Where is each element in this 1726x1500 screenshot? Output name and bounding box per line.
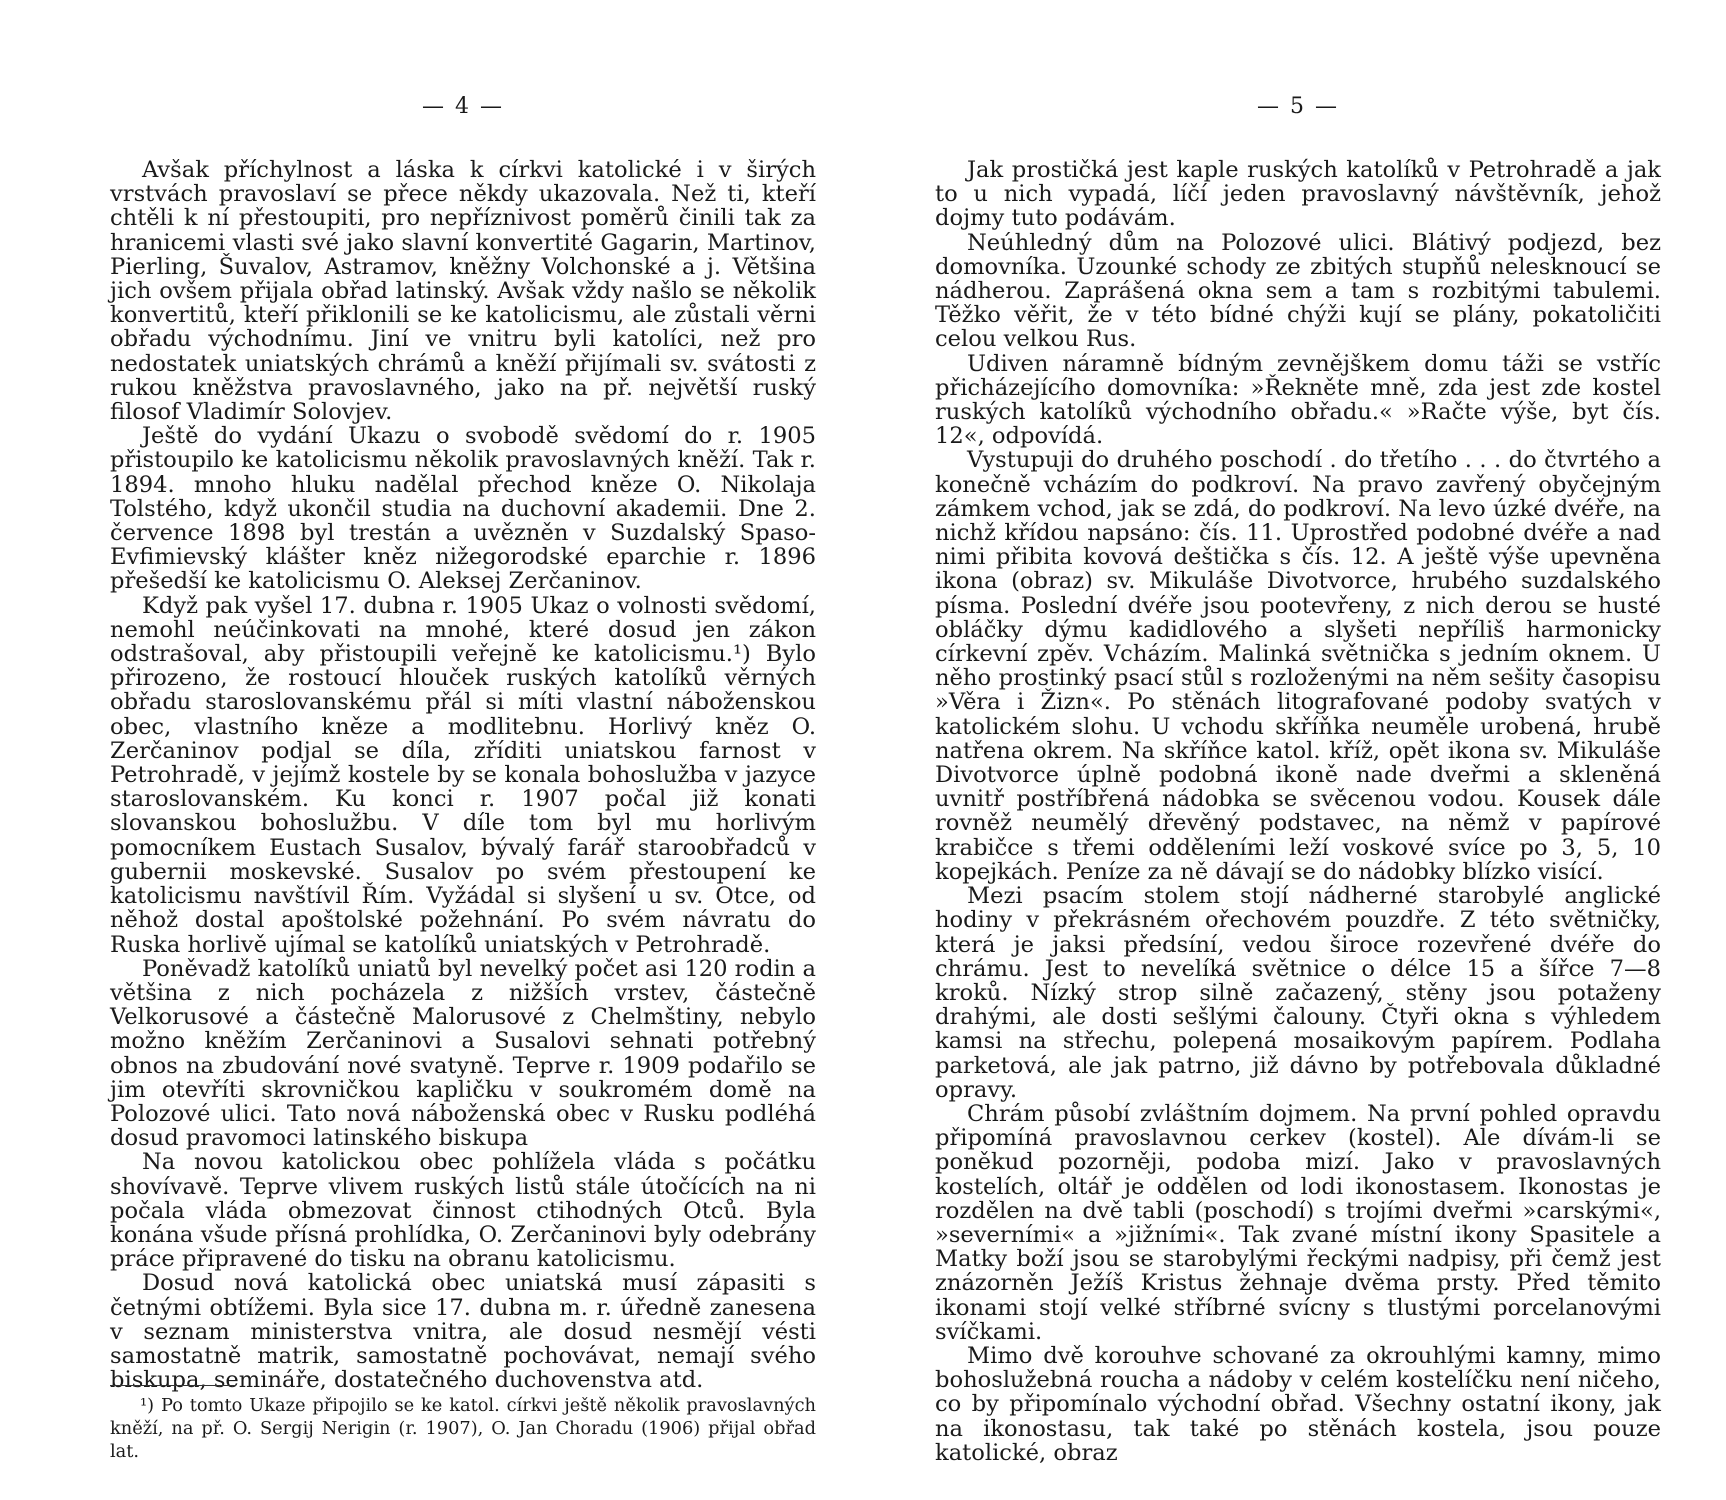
paragraph: Neúhledný dům na Polozové ulici. Blátivý podjezd, bez domovníka. Uzounké schody ze zbitých stupňů nelesknoucí se nádherou. Zaprášená okna sem a tam s rozbitými tabulemi. Těžko věřit, že v této bídné chýži kují se plány, pokatoličiti celou velkou Rus. xyxy=(935,229,1661,353)
paragraph: Chrám působí zvláštním dojmem. Na první pohled opravdu připomíná pravoslavnou cerkev (kostel). Ale dívám-li se poněkud pozorněji, podoba mizí. Jako v pravoslavných kostelích, oltář je oddělen od lodi ikonostasem. Ikonostas je rozdělen na dvě tabli (poschodí) s trojími dveřmi »carskými«, »severními« a »jižními«. Tak zvané místní ikony Spasitele a Matky boží jsou se starobylými řeckými nadpisy, při čemž jest znázorněn Ježíš Kristus žehnaje dvěma prsty. Před těmito ikonami stojí velké stříbrné svícny s tlustými porcelanovými svíčkami. xyxy=(935,1100,1661,1345)
right-page xyxy=(935,0,1661,1500)
footnote: ¹) Po tomto Ukaze připojilo se ke katol. církvi ještě několik pravoslavných kněží, na př. O. Sergij Nerigin (r. 1907), O. Jan Choradu (1906) přijal obřad lat. xyxy=(110,1395,816,1462)
paragraph: Mezi psacím stolem stojí nádherné starobylé anglické hodiny v překrásném ořechovém pouzdře. Z této světničky, která je jaksi předsíní, vedou široce rozevřené dvéře do chrámu. Jest to nevelíká světnice o délce 15 a šířce 7—8 kroků. Nízký strop silně začazený, stěny jsou potaženy drahými, ale dosti sešlými čalouny. Čtyři okna s výhledem kamsi na střechu, polepená mosaikovým papírem. Podlaha parketová, ale jak patrno, již dávno by potřebovala důkladné opravy. xyxy=(935,883,1661,1103)
page-number-right: — 5 — xyxy=(1257,94,1339,119)
paragraph: Mimo dvě korouhve schované za okrouhlými kamny, mimo bohoslužebná roucha a nádoby v celém kostelíčku není ničeho, co by připomínalo východní obřad. Všechny ostatní ikony, jak na ikonostasu, tak také po stěnách kostela, jsou pouze katolické, obraz xyxy=(935,1342,1661,1466)
paragraph: Avšak příchylnost a láska k církvi katolické i v širých vrstvách pravoslaví se přece někdy ukazovala. Než ti, kteří chtěli k ní přestoupiti, pro nepříznivost poměrů činili tak za hranicemi vlasti své jako slavní konvertité Gagarin, Martinov, Pierling, Šuvalov, Astramov, kněžny Volchonské a j. Většina jich ovšem přijala obřad latinský. Avšak vždy našlo se několik konvertitů, kteří přiklonili se ke katolicismu, ale zůstali věrni obřadu východnímu. Jiní ve vnitru byli katolíci, než pro nedostatek uniatských chrámů a kněží přijímali sv. svátosti z rukou kněžstva pravoslavného, jako na př. největší ruský filosof Vladimír Solovjev. xyxy=(110,157,816,426)
left-page-text xyxy=(110,158,816,1392)
page-number-left: — 4 — xyxy=(422,94,504,119)
footnotes xyxy=(110,1394,816,1463)
footnote-divider xyxy=(110,1385,236,1386)
paragraph: Na novou katolickou obec pohlížela vláda s počátku shovívavě. Teprve vlivem ruských listů stále útočících na ni počala vláda obmezovat činnost ctihodných Otců. Byla konána všude přísná prohlídka, O. Zerčaninovi byly odebrány práce připravené do tisku na obranu katolicismu. xyxy=(110,1149,816,1273)
paragraph: Poněvadž katolíků uniatů byl nevelký počet asi 120 rodin a většina z nich pocházela z nižších vrstev, částečně Velkorusové a částečně Malorusové z Chelmštiny, nebylo možno kněžím Zerčaninovi a Susalovi sehnati potřebný obnos na zbudování nové svatyně. Teprve r. 1909 podařilo se jim otevříti skrovničkou kapličku v soukromém domě na Polozové ulici. Tato nová náboženská obec v Rusku podléhá dosud pravomoci latinského biskupa xyxy=(110,955,816,1152)
right-page-text xyxy=(935,158,1661,1465)
paragraph: Udiven náramně bídným zevnějškem domu táži se vstříc přicházejícího domovníka: »Řekněte mně, zda jest zde kostel ruských katolíků východního obřadu.« »Račte výše, byt čís. 12«, odpovídá. xyxy=(935,350,1661,450)
paragraph: Vystupuji do druhého poschodí . do třetího . . . do čtvrtého a konečně vcházím do podkroví. Na pravo zavřený obyčejným zámkem vchod, jak se zdá, do podkroví. Na levo úzké dvéře, na nichž křídou napsáno: čís. 11. Uprostřed podobné dvéře a nad nimi přibita kovová deštička s čís. 12. A ještě výše upevněna ikona (obraz) sv. Mikuláše Divotvorce, hrubého suzdalského písma. Poslední dvéře jsou pootevřeny, z nich derou se husté obláčky dýmu kadidlového a slyšeti nepříliš harmonicky církevní zpěv. Vcházím. Malinká světnička s jedním oknem. U něho prostinký psací stůl s rozloženými na něm sešity časopisu »Věra i Žizn«. Po stěnách litografované podoby svatých v katolickém slohu. U vchodu skříňka neuměle urobená, hrubě natřena okrem. Na skříňce katol. kříž, opět ikona sv. Mikuláše Divotvorce úplně podobná ikoně nade dveřmi a skleněná uvnitř postříbřená nádobka se svěcenou vodou. Kousek dále rovněž neumělý dřevěný podstavec, na němž v papírové krabičce s třemi odděleními leží voskové svíce po 3, 5, 10 kopejkách. Peníze za ně dávají se do nádobky blízko visící. xyxy=(935,447,1661,885)
paragraph: Jak prostičká jest kaple ruských katolíků v Petrohradě a jak to u nich vypadá, líčí jeden pravoslavný návštěvník, jehož dojmy tuto podávám. xyxy=(935,157,1661,232)
paragraph: Dosud nová katolická obec uniatská musí zápasiti s četnými obtížemi. Byla sice 17. dubna m. r. úředně zanesena v seznam ministerstva vnitra, ale dosud nesmějí vésti samostatně matrik, samostatně pochovávat, nemají svého biskupa, semináře, dostatečného duchovenstva atd. xyxy=(110,1270,816,1394)
paragraph: Když pak vyšel 17. dubna r. 1905 Ukaz o volnosti svědomí, nemohl neúčinkovati na mnohé, které dosud jen zákon odstrašoval, aby přistoupili veřejně ke katolicismu.¹) Bylo přirozeno, že rostoucí hlouček ruských katolíků věrných obřadu staroslovanskému přál si míti vlastní náboženskou obec, vlastního kněze a modlitebnu. Horlivý kněz O. Zerčaninov podjal se díla, zříditi uniatskou farnost v Petrohradě, v jejímž kostele by se konala bohoslužba v jazyce staroslovanském. Ku konci r. 1907 počal již konati slovanskou bohoslužbu. V díle tom byl mu horlivým pomocníkem Eustach Susalov, bývalý farář staroobřadců v gubernii moskevské. Susalov po svém přestoupení ke katolicismu navštívil Řím. Vyžádal si slyšení u sv. Otce, od něhož dostal apoštolské požehnání. Po svém návratu do Ruska horlivě ujímal se katolíků uniatských v Petrohradě. xyxy=(110,592,816,958)
left-page xyxy=(110,0,816,1500)
paragraph: Ještě do vydání Ukazu o svobodě svědomí do r. 1905 přistoupilo ke katolicismu několik pravoslavných kněží. Tak r. 1894. mnoho hluku nadělal přechod kněze O. Nikolaja Tolstého, když ukončil studia na duchovní akademii. Dne 2. července 1898 byl trestán a uvězněn v Suzdalský Spaso-Evfimievský klášter kněz nižegorodské eparchie r. 1896 přešedší ke katolicismu O. Aleksej Zerčaninov. xyxy=(110,423,816,595)
